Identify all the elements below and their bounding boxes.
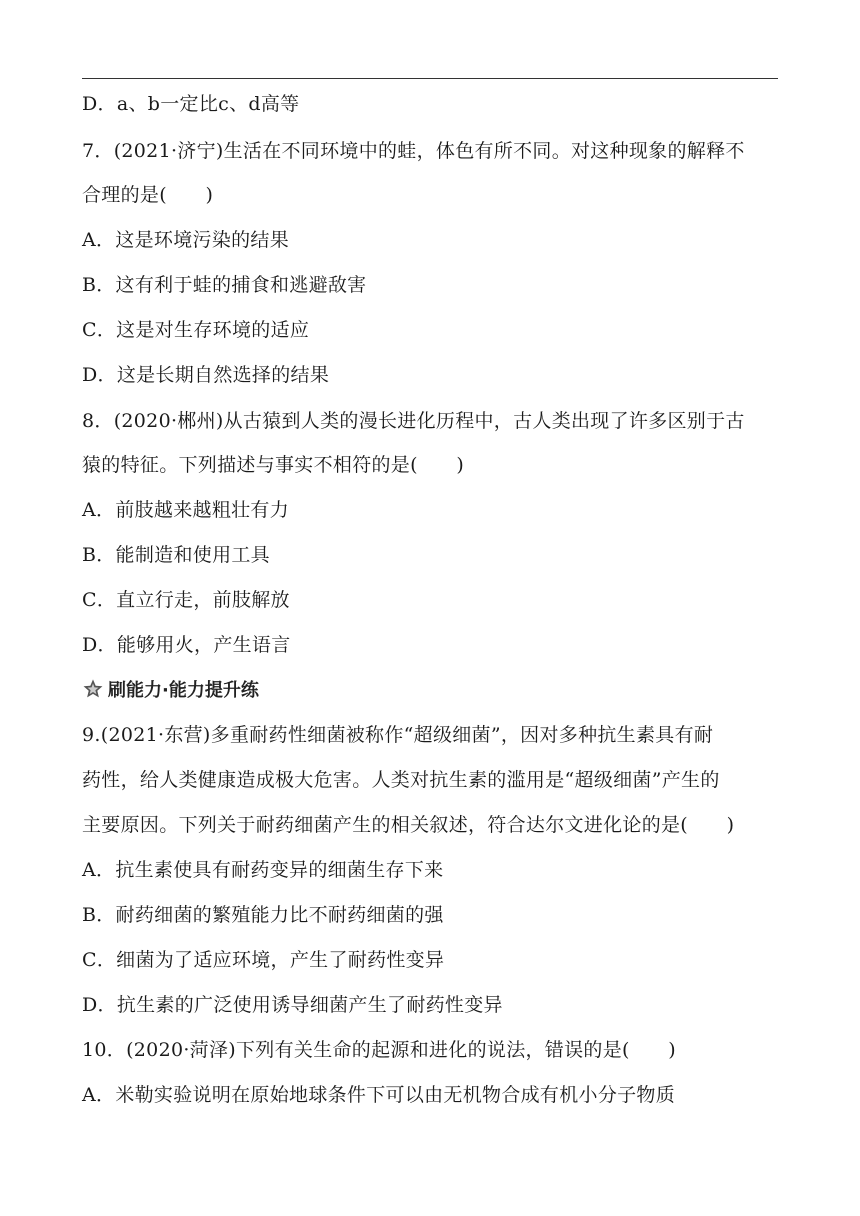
q9-option-c: C．细菌为了适应环境，产生了耐药性变异 [82, 949, 445, 971]
star-icon [82, 678, 104, 700]
q8-option-b: B．能制造和使用工具 [82, 544, 270, 566]
q7-option-d: D．这是长期自然选择的结果 [82, 364, 330, 386]
q7-stem-line-2: 合理的是( ) [82, 184, 214, 206]
q8-option-c: C．直立行走，前肢解放 [82, 589, 290, 611]
q9-option-a: A．抗生素使具有耐药变异的细菌生存下来 [82, 859, 444, 881]
q8-option-a: A．前肢越来越粗壮有力 [82, 499, 290, 521]
q7-stem-line-1: 7．(2021·济宁)生活在不同环境中的蛙，体色有所不同。对这种现象的解释不 [82, 140, 745, 162]
q6-option-d: D．a、b一定比c、d高等 [82, 93, 300, 115]
q7-option-a: A．这是环境污染的结果 [82, 229, 290, 251]
q9-stem-line-1: 9.(2021·东营)多重耐药性细菌被称作“超级细菌”，因对多种抗生素具有耐 [82, 724, 714, 746]
q8-stem-line-1: 8．(2020·郴州)从古猿到人类的漫长进化历程中，古人类出现了许多区别于古 [82, 410, 745, 432]
q9-option-d: D．抗生素的广泛使用诱导细菌产生了耐药性变异 [82, 994, 503, 1016]
q9-stem-line-3: 主要原因。下列关于耐药细菌产生的相关叙述，符合达尔文进化论的是( ) [82, 814, 735, 836]
q8-option-d: D．能够用火，产生语言 [82, 634, 291, 656]
q7-option-c: C．这是对生存环境的适应 [82, 319, 310, 341]
section-title: 刷能力·能力提升练 [108, 680, 259, 701]
q8-stem-line-2: 猿的特征。下列描述与事实不相符的是( ) [82, 454, 465, 476]
q10-stem: 10．(2020·菏泽)下列有关生命的起源和进化的说法，错误的是( ) [82, 1039, 677, 1061]
q9-option-b: B．耐药细菌的繁殖能力比不耐药细菌的强 [82, 904, 444, 926]
header-rule [82, 78, 778, 79]
q9-stem-line-2: 药性，给人类健康造成极大危害。人类对抗生素的滥用是“超级细菌”产生的 [82, 769, 720, 791]
section-heading [82, 676, 259, 702]
q10-option-a: A．米勒实验说明在原始地球条件下可以由无机物合成有机小分子物质 [82, 1084, 676, 1106]
q7-option-b: B．这有利于蛙的捕食和逃避敌害 [82, 274, 367, 296]
